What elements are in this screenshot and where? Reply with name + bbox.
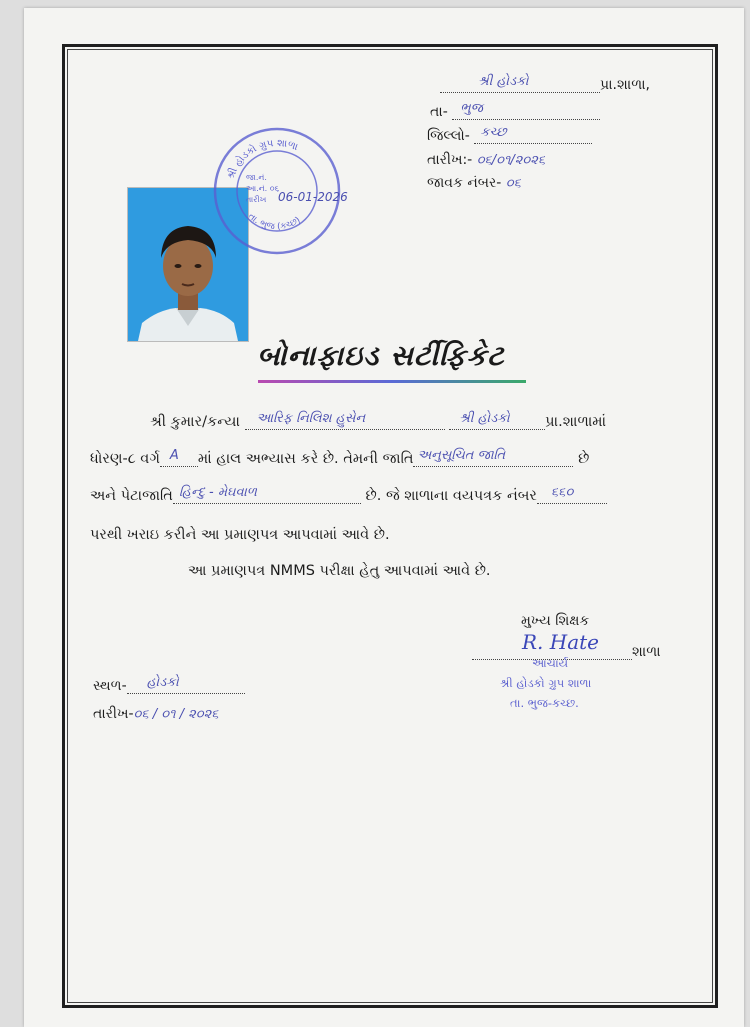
signature-school-suffix: શાળા	[632, 644, 661, 660]
place-label: સ્થળ-	[93, 678, 127, 694]
stamp-line-2: આ.નં. ૦૬	[246, 184, 280, 193]
stamp-date: 06-01-2026	[278, 190, 348, 204]
stamp-ring-text: શ્રી હોડકો ગ્રુપ શાળા	[225, 137, 300, 181]
line3-mid: છે. જે શાળાના વયપત્રક નંબર	[365, 488, 537, 504]
line1-school-field	[449, 411, 545, 430]
footer-date-value: ૦૬ / ૦૧ / ૨૦૨૬	[133, 707, 219, 722]
line2-mid: માં હાલ અભ્યાસ કરે છે. તેમની જાતિ	[197, 451, 414, 467]
outward-label: જાવક નંબર-	[427, 175, 502, 191]
outward-value: ૦૬	[505, 176, 521, 191]
certificate-title: બોનાફાઇડ સર્ટીફિકેટ	[257, 339, 505, 372]
taluka-field	[452, 101, 600, 120]
line3-prefix: અને પેટાજાતિ	[90, 488, 173, 504]
caste-value: અનુસૂચિત જાતિ	[417, 448, 506, 463]
body-line-2	[90, 448, 590, 467]
header-date-line	[427, 152, 545, 168]
subcaste-value: હિન્દુ - મેઘવાળ	[178, 485, 257, 500]
signature-role: મુખ્ય શિક્ષક	[521, 613, 590, 629]
school-suffix: પ્રા.શાળા,	[600, 77, 650, 93]
student-name-field	[245, 411, 445, 430]
line2-prefix: ધોરણ-૮ વર્ગ	[90, 451, 160, 467]
school-name-field	[440, 74, 600, 93]
header-taluka-line	[430, 101, 600, 120]
school-round-stamp	[210, 124, 348, 258]
district-field	[474, 125, 592, 144]
stamp-line-3: તારીખ	[246, 195, 267, 204]
header-district-line	[427, 125, 592, 144]
register-value: ૬૬૦	[550, 485, 574, 500]
caste-field	[413, 448, 573, 467]
class-value: A	[169, 448, 179, 463]
register-field	[537, 485, 607, 504]
body-line-3	[90, 485, 607, 504]
header-outward-line	[427, 175, 521, 191]
footer-date-label: તારીખ-	[93, 706, 134, 722]
principal-stamp-line-3: તા. ભુજ-કચ્છ.	[510, 696, 579, 710]
place-value: હોડકો	[146, 675, 179, 690]
header-date-value: ૦૬/૦૧/૨૦૨૬	[476, 153, 546, 168]
footer-place-line	[93, 675, 245, 694]
principal-stamp-line-1: આચાર્ય	[532, 656, 569, 670]
stamp-inner-lines	[246, 172, 279, 205]
place-field	[127, 675, 245, 694]
student-name-value: આરિફ નિલિશ હુસેન	[256, 411, 366, 426]
header-date-label: તારીખ:-	[427, 152, 473, 168]
class-field	[160, 448, 198, 467]
footer-date-line	[93, 706, 218, 722]
line1-prefix: શ્રી કુમાર/કન્યા	[150, 414, 240, 430]
line1-school-value: શ્રી હોડકો	[459, 411, 510, 426]
district-value: કચ્છ	[480, 125, 507, 140]
principal-stamp-line-2: શ્રી હોડકો ગ્રુપ શાળા	[500, 676, 592, 690]
taluka-label: તા-	[430, 104, 448, 120]
signature-handwriting: R. Hate	[522, 630, 600, 654]
body-line-5: આ પ્રમાણપત્ર NMMS પરીક્ષા હેતુ આપવામાં આવે છે.	[188, 563, 491, 579]
line1-suffix: પ્રા.શાળામાં	[545, 414, 607, 430]
svg-text:તા. ભુજ (કચ્છ)	[246, 212, 302, 233]
header-school-line	[440, 74, 650, 93]
taluka-value: ભુજ	[460, 101, 483, 116]
subcaste-field	[173, 485, 361, 504]
stamp-line-1: જા.નં.	[246, 173, 267, 182]
school-name-value: શ્રી હોડકો	[478, 74, 529, 89]
body-line-4: પરથી ખરાઇ કરીને આ પ્રમાણપત્ર આપવામાં આવે છે.	[90, 527, 390, 543]
body-line-1	[150, 411, 607, 430]
title-underline	[258, 380, 526, 383]
district-label: જિલ્લો-	[427, 128, 470, 144]
line2-suffix: છે	[578, 451, 590, 467]
stamp-bottom-text: તા. ભુજ (કચ્છ)	[246, 211, 303, 233]
